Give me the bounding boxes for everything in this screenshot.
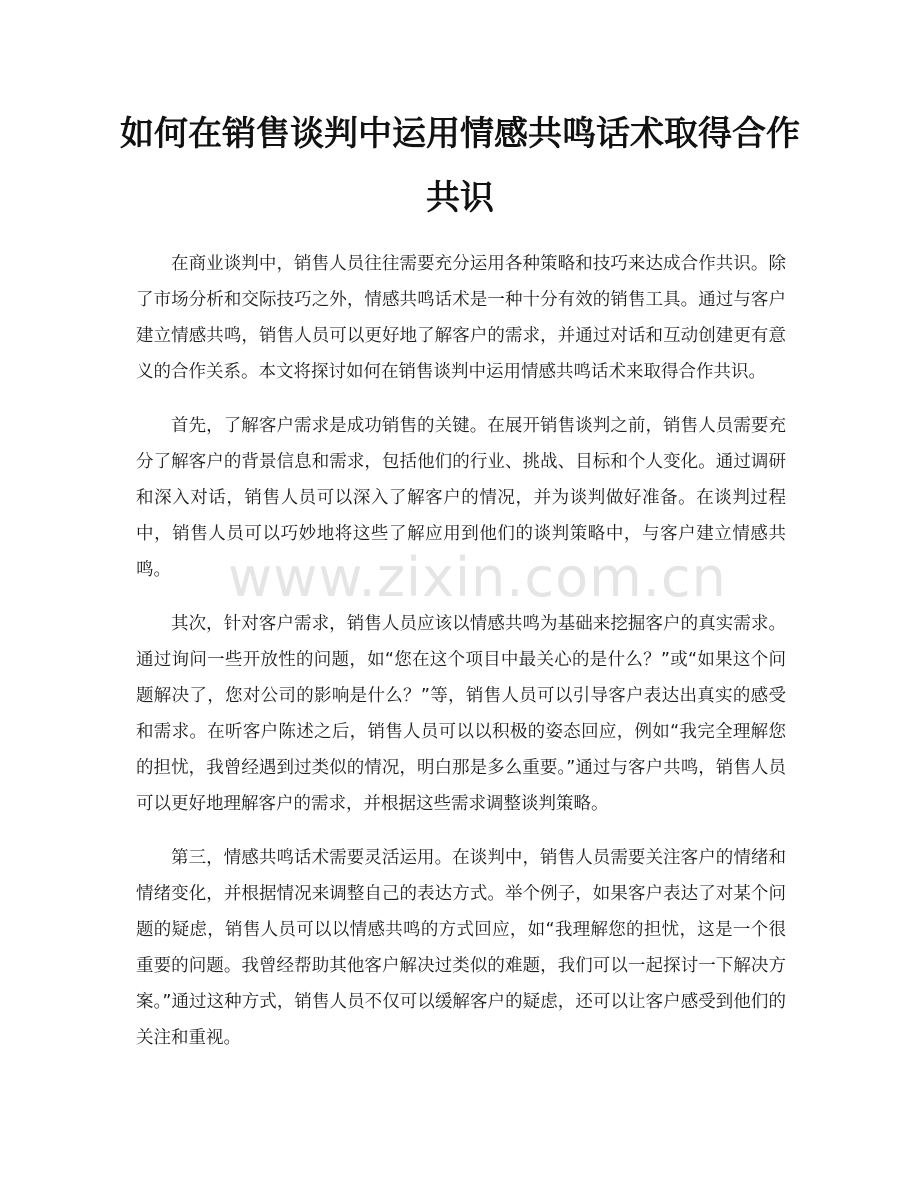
document-title: 如何在销售谈判中运用情感共鸣话术取得合作共识 — [120, 114, 800, 218]
paragraph-second: 其次，针对客户需求，销售人员应该以情感共鸣为基础来挖掘客户的真实需求。通过询问一些开放性的问题，如“您在这个项目中最关心的是什么？”或“如果这个问题解决了，您对公司的影响是什么？”等，销售人员可以引导客户表达出真实的感受和需求。在听客户陈述之后，销售人员可以以积极的姿态回应，例如“我完全理解您的担忧，我曾经遇到过类似的情况，明白那是多么重要。”通过与客户共鸣，销售人员可以更好地理解客户的需求，并根据这些需求调整谈判策略。 — [136, 614, 786, 814]
watermark: www.zixin.com.cn — [228, 546, 727, 609]
paragraph-first: 首先，了解客户需求是成功销售的关键。在展开销售谈判之前，销售人员需要充分了解客户的背景信息和需求，包括他们的行业、挑战、目标和个人变化。通过调研和深入对话，销售人员可以深入了解客户的情况，并为谈判做好准备。在谈判过程中，销售人员可以巧妙地将这些了解应用到他们的谈判策略中，与客户建立情感共鸣。 — [136, 416, 786, 580]
paragraph-third: 第三，情感共鸣话术需要灵活运用。在谈判中，销售人员需要关注客户的情绪和情绪变化，并根据情况来调整自己的表达方式。举个例子，如果客户表达了对某个问题的疑虑，销售人员可以以情感共鸣的方式回应，如“我理解您的担忧，这是一个很重要的问题。我曾经帮助其他客户解决过类似的难题，我们可以一起探讨一下解决方案。”通过这种方式，销售人员不仅可以缓解客户的疑虑，还可以让客户感受到他们的关注和重视。 — [136, 848, 786, 1048]
document-body — [136, 246, 786, 1074]
paragraph-intro: 在商业谈判中，销售人员往往需要充分运用各种策略和技巧来达成合作共识。除了市场分析和交际技巧之外，情感共鸣话术是一种十分有效的销售工具。通过与客户建立情感共鸣，销售人员可以更好地了解客户的需求，并通过对话和互动创建更有意义的合作关系。本文将探讨如何在销售谈判中运用情感共鸣话术来取得合作共识。 — [136, 254, 786, 382]
